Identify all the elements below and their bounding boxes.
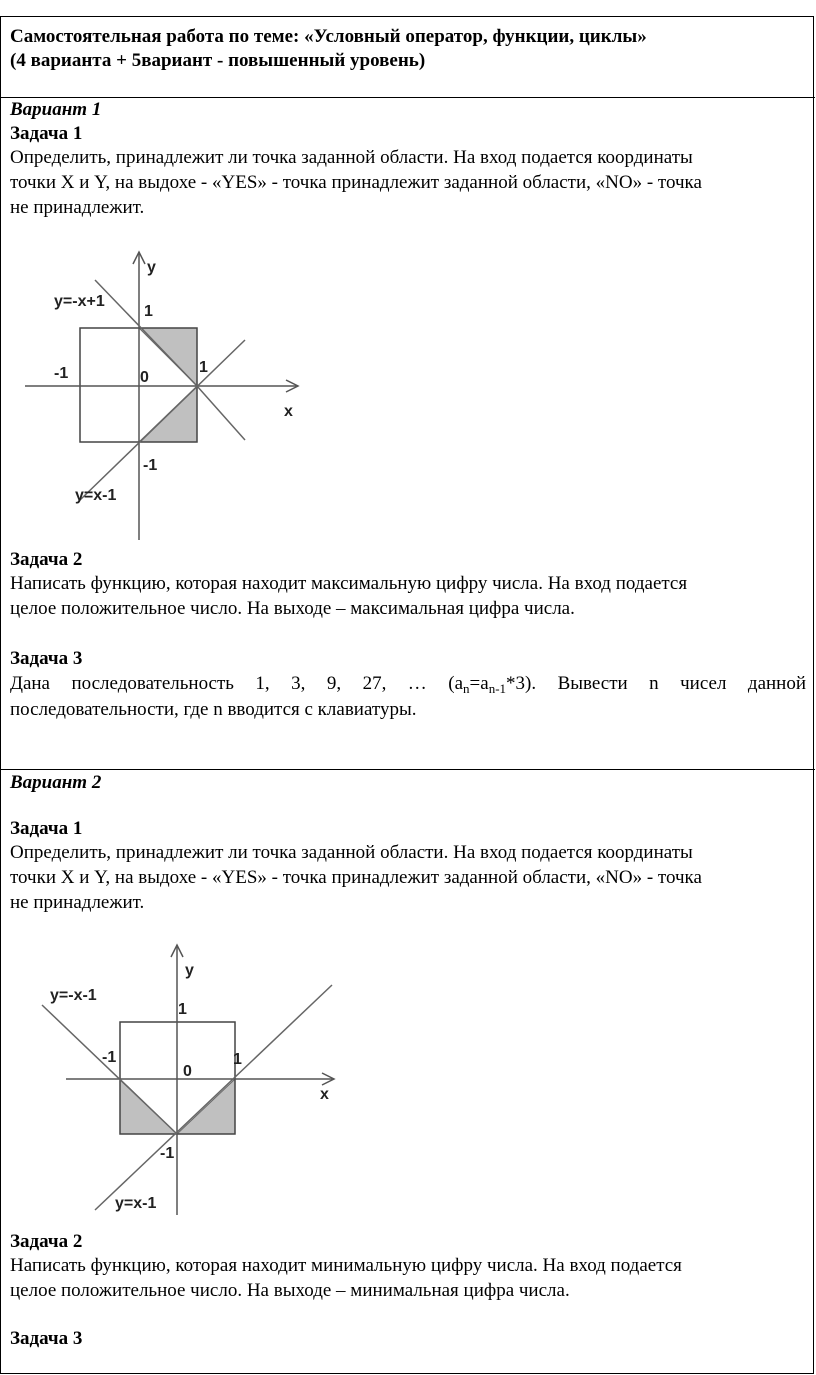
v1-task2-text-2: целое положительное число. На выходе – максимальная цифра числа. (10, 598, 575, 619)
v1-task1-text-3: не принадлежит. (10, 197, 145, 218)
v1-label-minus1-bottom: -1 (143, 457, 158, 474)
v2-label-line-top: y=-x-1 (50, 987, 97, 1004)
v1-task3-text-2: последовательности, где n вводится с клавиатуры. (10, 699, 417, 720)
v2-label-minus1-left: -1 (102, 1049, 117, 1066)
v2-label-line-bottom: y=x-1 (115, 1195, 157, 1212)
v2-shaded-region-right (177, 1079, 235, 1134)
v1-task3-title: Задача 3 (10, 648, 83, 669)
v1-task1-text-1: Определить, принадлежит ли точка заданной области. На вход подается координаты (10, 147, 693, 168)
v2-task1-text-2: точки X и Y, на выдохе - «YES» - точка принадлежит заданной области, «NO» - точка (10, 867, 702, 888)
v2-label-1-top: 1 (178, 1001, 187, 1018)
v1-task3-mid: =a (469, 673, 489, 694)
v2-task2-text-2: целое положительное число. На выходе – минимальная цифра числа. (10, 1280, 570, 1301)
v1-task2-text-1: Написать функцию, которая находит максимальную цифру числа. На вход подается (10, 573, 688, 594)
v2-task1-text-3: не принадлежит. (10, 892, 145, 913)
v1-label-0: 0 (140, 369, 149, 386)
v1-task3-sub-n1: n-1 (488, 681, 507, 696)
variant2-title: Вариант 2 (10, 772, 102, 793)
v2-task2-text-1: Написать функцию, которая находит минимальную цифру числа. На вход подается (10, 1255, 682, 1276)
v2-label-minus1-bottom: -1 (160, 1145, 175, 1162)
v2-task1-title: Задача 1 (10, 818, 83, 839)
v1-label-line-top: y=-x+1 (54, 293, 105, 310)
v1-task2-title: Задача 2 (10, 549, 83, 570)
v1-label-y: y (147, 259, 156, 276)
v1-label-minus1-left: -1 (54, 365, 69, 382)
v1-task3-sub-n: n (463, 681, 470, 696)
v1-label-1-top: 1 (144, 303, 153, 320)
v1-task3-pre: Дана последовательность 1, 3, 9, 27, … (a (10, 673, 464, 694)
v1-task1-text-2: точки X и Y, на выдохе - «YES» - точка принадлежит заданной области, «NO» - точка (10, 172, 702, 193)
variant1-title: Вариант 1 (10, 99, 102, 120)
v2-task2-title: Задача 2 (10, 1231, 83, 1252)
v2-label-1-right: 1 (233, 1051, 242, 1068)
header-line-1: Самостоятельная работа по теме: «Условный оператор, функции, циклы» (10, 26, 647, 47)
v1-label-x: x (284, 403, 293, 420)
v2-label-x: x (320, 1086, 329, 1103)
v2-label-y: y (185, 962, 194, 979)
v1-task3-post: *3). Вывести n чисел данной (506, 673, 806, 694)
v1-label-1-right: 1 (199, 359, 208, 376)
header-line-2: (4 варианта + 5вариант - повышенный уровень) (10, 50, 426, 71)
v2-task3-title: Задача 3 (10, 1328, 83, 1349)
v1-task1-title: Задача 1 (10, 123, 83, 144)
v2-task1-text-1: Определить, принадлежит ли точка заданной области. На вход подается координаты (10, 842, 693, 863)
v1-label-line-bottom: y=x-1 (75, 487, 117, 504)
v2-label-0: 0 (183, 1063, 192, 1080)
v2-line-neg-x-minus-1 (42, 1005, 177, 1134)
